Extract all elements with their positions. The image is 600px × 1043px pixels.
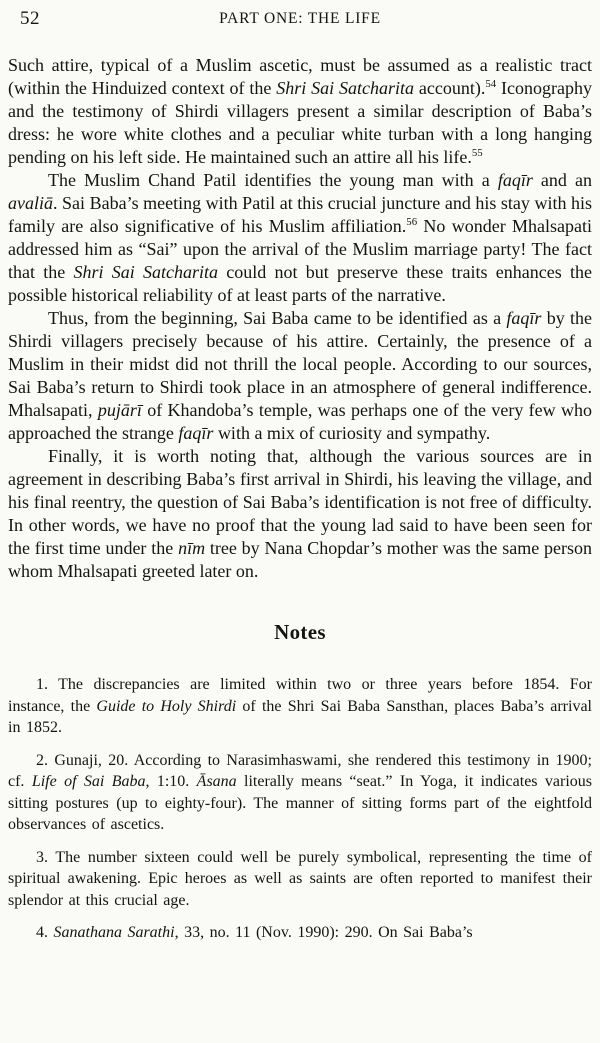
notes-section: [8, 674, 592, 944]
body-text: [8, 54, 592, 583]
note-item: 2. Gunaji, 20. According to Narasimhaswami, she rendered this testimony in 1900; cf. Life of Sai Baba, 1:10. Āsana literally means “seat.” In Yoga, it indicates various sitting postures (up to eighty-four). The manner of sitting forms part of the eightfold observances of ascetics.: [8, 751, 592, 833]
running-title: PART ONE: THE LIFE: [219, 10, 381, 27]
notes-heading: Notes: [274, 620, 326, 644]
note-item: 4. Sanathana Sarathi, 33, no. 11 (Nov. 1990): 290. On Sai Baba’s: [36, 924, 473, 941]
body-paragraph: Such attire, typical of a Muslim ascetic, must be assumed as a realistic tract (within the Hinduized context of the Shri Sai Satcharita account).$^{54}$ Iconography and the testimony of Shirdi villagers present a similar description of Baba’s dress: he wore white clothes and a peculiar white turban with a long hanging pending on his left side. He maintained such an attire all his life.$^{55}$: [8, 55, 593, 167]
body-paragraph: The Muslim Chand Patil identifies the young man with a faqīr and an avaliā. Sai Baba’s meeting with Patil at this crucial juncture and his stay with his family are also significative of his Muslim affiliation.$^{56}$ No wonder Mhalsapati addressed him as “Sai” upon the arrival of the Muslim marriage party! The fact that the Shri Sai Satcharita could not but preserve these traits enhances the possible historical reliability of at least parts of the narrative.: [8, 170, 592, 305]
page-header: [8, 8, 592, 30]
body-paragraph: Finally, it is worth noting that, although the various sources are in agreement in describing Baba’s first arrival in Shirdi, his leaving the village, and his final reentry, the question of Sai Baba’s identification is not free of difficulty. In other words, we have no proof that the young lad said to have been seen for the first time under the nīm tree by Nana Chopdar’s mother was the same person whom Mhalsapati greeted later on.: [8, 446, 593, 581]
body-paragraph: Thus, from the beginning, Sai Baba came to be identified as a faqīr by the Shirdi villagers precisely because of his attire. Certainly, the presence of a Muslim in their midst did not thrill the local people. According to our sources, Sai Baba’s return to Shirdi took place in an atmosphere of general indifference. Mhalsapati, pujārī of Khandoba’s temple, was perhaps one of the very few who approached the strange faqīr with a mix of curiosity and sympathy.: [8, 308, 592, 443]
page-number: 52: [20, 8, 40, 29]
note-item: 3. The number sixteen could well be purely symbolical, representing the time of spiritual awakening. Epic heroes as well as saints are often reported to manifest their splendor at this crucial age.: [8, 848, 592, 909]
note-item: 1. The discrepancies are limited within two or three years before 1854. For instance, the Guide to Holy Shirdi of the Shri Sai Baba Sansthan, places Baba’s arrival in 1852.: [8, 676, 593, 736]
